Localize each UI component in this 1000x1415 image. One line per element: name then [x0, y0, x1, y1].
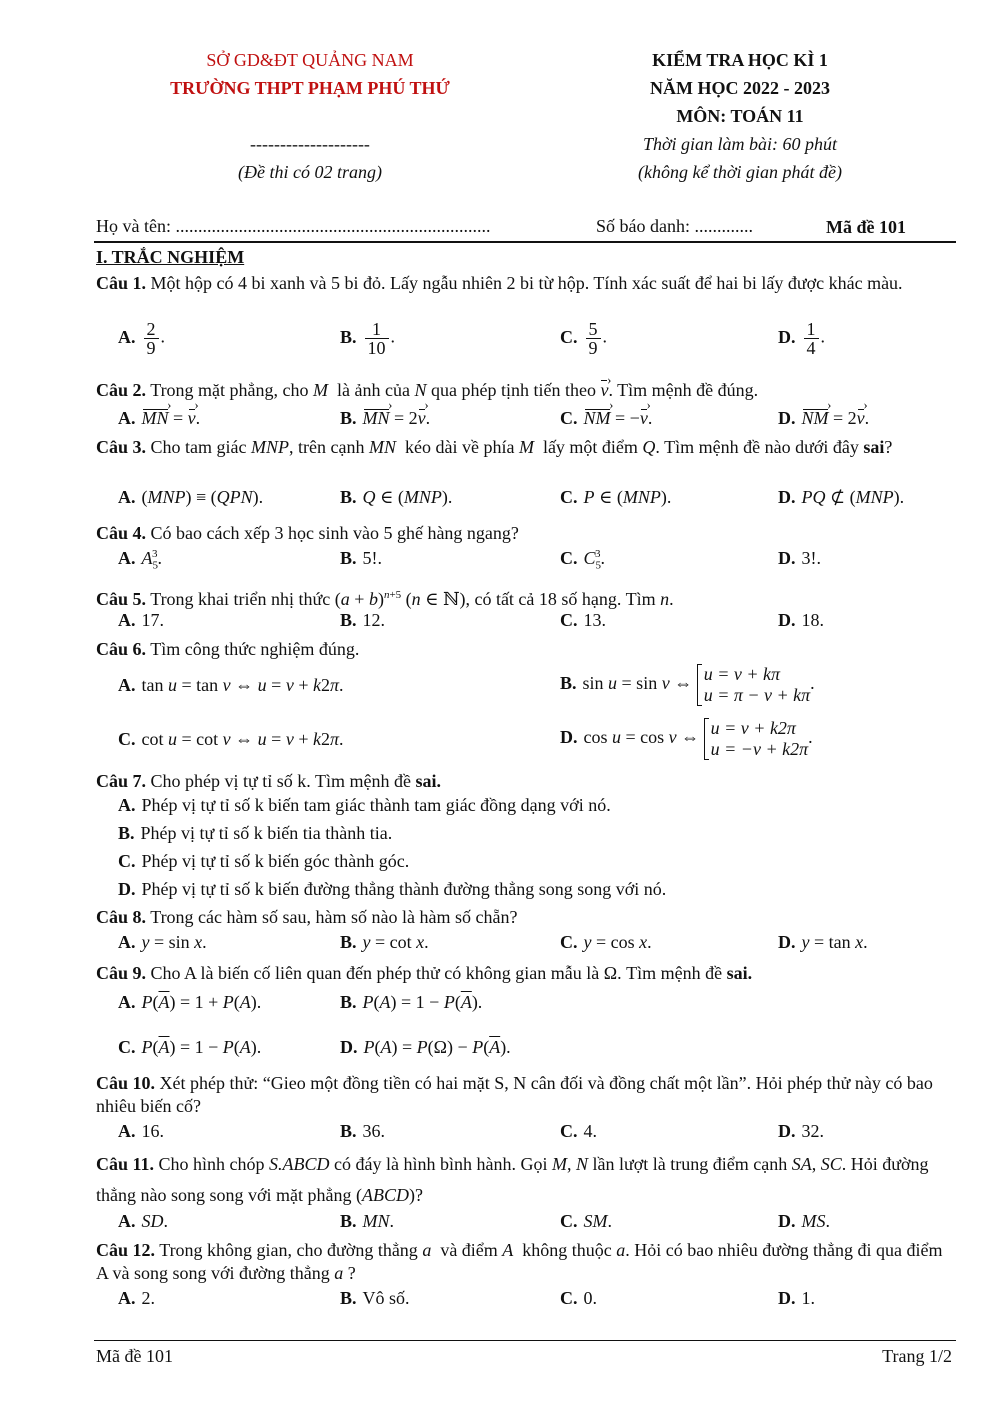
question-8: Câu 8. Trong các hàm số sau, hàm số nào là hàm số chẵn? — [96, 907, 518, 927]
q3-option-d: D. PQ ⊄ (MNP). — [778, 487, 905, 507]
question-4: Câu 4. Có bao cách xếp 3 học sinh vào 5 ghế hàng ngang? — [96, 523, 519, 543]
header-dashes: -------------------- — [250, 134, 370, 154]
question-11: Câu 11. Cho hình chóp S.ABCD có đáy là hình bình hành. Gọi M, N lần lượt là trung điểm cạnh SA, SC. Hỏi đường thẳng nào song song với mặt phẳng (ABCD)? — [96, 1154, 929, 1205]
exam-title: KIỂM TRA HỌC KÌ 1 — [652, 50, 828, 70]
footer-exam-code: Mã đề 101 — [96, 1346, 173, 1366]
subject: MÔN: TOÁN 11 — [676, 106, 804, 126]
student-name-field: Họ và tên: ...................................................................... — [96, 216, 491, 236]
exam-time: Thời gian làm bài: 60 phút — [642, 134, 838, 154]
q7-option-d: D. Phép vị tự tỉ số k biến đường thẳng thành đường thẳng song song với nó. — [118, 879, 667, 899]
q1-option-a: A. $\frac{2}{9}$ . — [118, 319, 165, 358]
q10-option-a: A. 16. — [118, 1121, 164, 1141]
pages-note: (Đề thi có 02 trang) — [238, 162, 382, 182]
q5-option-b: B. 12. — [340, 610, 386, 630]
q5-option-c: C. 13. — [560, 610, 606, 630]
question-1: Câu 1. Một hộp có 4 bi xanh và 5 bi đỏ. Lấy ngẫu nhiên 2 bi từ hộp. Tính xác suất để hai bi lấy được khác màu. — [96, 273, 903, 293]
question-2: Câu 2. Trong mặt phẳng, cho M là ảnh của N qua phép tịnh tiến theo v ›. Tìm mệnh đề đúng. — [96, 379, 956, 402]
q6-option-c: C. cot u = cot v ⇔ u = v + k2π. — [118, 729, 344, 749]
q10-option-d: D. 32. — [778, 1121, 824, 1141]
school-name: TRƯỜNG THPT PHẠM PHÚ THỨ — [170, 78, 450, 98]
section-title: I. TRẮC NGHIỆM — [96, 247, 245, 267]
student-id-field: Số báo danh: ............. — [596, 216, 753, 236]
q2-option-b: B. MN › = 2v ›. — [340, 408, 430, 429]
q7-option-c: C. Phép vị tự tỉ số k biến góc thành góc. — [118, 851, 410, 871]
q12-option-a: A. 2. — [118, 1288, 155, 1308]
q2-option-a: A. MN › = v ›. — [118, 408, 200, 429]
question-10: Câu 10. Xét phép thử: “Gieo một đồng tiền có hai mặt S, N cân đối và đồng chất một lần”. Hỏi phép thử này có bao nhiêu biến cố? — [96, 1073, 933, 1116]
q3-option-c: C. P ∈ (MNP). — [560, 487, 672, 507]
q4-option-c: C. $C_5^3$. — [560, 548, 606, 572]
q11-option-c: C. SM. — [560, 1211, 612, 1231]
school-year: NĂM HỌC 2022 - 2023 — [650, 78, 830, 98]
q9-option-d: D. $P(A) = P(\Omega) - P(\overline{A})$. — [340, 1037, 511, 1057]
q3-option-a: A. (MNP) ≡ (QPN). — [118, 487, 264, 507]
exam-time-note: (không kể thời gian phát đề) — [637, 162, 843, 182]
q12-option-c: C. 0. — [560, 1288, 597, 1308]
q2-option-c: C. NM › = −v ›. — [560, 408, 652, 429]
q8-option-d: D. y = tan x. — [778, 932, 868, 952]
q4-option-a: A. $A_5^3$. — [118, 548, 162, 572]
q6-option-b: B. sin u = sin v ⇔ u = v + kπ u = π − v + kπ . — [560, 664, 815, 705]
question-3: Câu 3. Cho tam giác MNP, trên cạnh MN kéo dài về phía M lấy một điểm Q. Tìm mệnh đề nào dưới đây sai? — [96, 437, 893, 457]
q1-option-c: C. $\frac{5}{9}$ . — [560, 319, 607, 358]
q1-option-b: B. $\frac{1}{10}$ . — [340, 319, 396, 358]
q6-option-a: A. tan u = tan v ⇔ u = v + k2π. — [118, 675, 344, 695]
question-7: Câu 7. Cho phép vị tự tỉ số k. Tìm mệnh đề sai. — [96, 771, 441, 791]
question-6: Câu 6. Tìm công thức nghiệm đúng. — [96, 639, 360, 659]
department-name: SỞ GD&ĐT QUẢNG NAM — [206, 50, 414, 70]
q9-option-c: C. $P(\overline{A}) = 1 - P(A)$. — [118, 1037, 262, 1057]
q10-option-b: B. 36. — [340, 1121, 386, 1141]
q12-option-d: D. 1. — [778, 1288, 815, 1308]
q7-option-b: B. Phép vị tự tỉ số k biến tia thành tia. — [118, 823, 393, 843]
exam-code: Mã đề 101 — [826, 217, 906, 237]
q1-option-d: D. $\frac{1}{4}$ . — [778, 319, 825, 358]
page-number: Trang 1/2 — [882, 1346, 952, 1366]
question-5: Câu 5. Trong khai triển nhị thức $(a + b)^{n+5}$ (n ∈ ℕ), có tất cả 18 số hạng. Tìm n. — [96, 589, 674, 609]
q8-option-c: C. y = cos x. — [560, 932, 652, 952]
q11-option-b: B. MN. — [340, 1211, 395, 1231]
q12-option-b: B. Vô số. — [340, 1288, 410, 1308]
q11-option-d: D. MS. — [778, 1211, 830, 1231]
footer-rule — [94, 1340, 956, 1341]
q8-option-a: A. y = sin x. — [118, 932, 207, 952]
question-12: Câu 12. Trong không gian, cho đường thẳng a và điểm A không thuộc a. Hỏi có bao nhiêu đường thẳng đi qua điểm A và song song với đường thẳng a ? — [96, 1240, 943, 1283]
q10-option-c: C. 4. — [560, 1121, 597, 1141]
q7-option-a: A. Phép vị tự tỉ số k biến tam giác thành tam giác đồng dạng với nó. — [118, 795, 611, 815]
question-9: Câu 9. Cho A là biến cố liên quan đến phép thử có không gian mẫu là Ω. Tìm mệnh đề sai. — [96, 963, 753, 983]
q5-option-d: D. 18. — [778, 610, 824, 630]
q9-option-b: B. $P(A) = 1 - P(\overline{A})$. — [340, 992, 483, 1012]
q5-option-a: A. 17. — [118, 610, 164, 630]
q3-option-b: B. Q ∈ (MNP). — [340, 487, 453, 507]
q11-option-a: A. SD. — [118, 1211, 168, 1231]
q2-option-d: D. NM › = 2v ›. — [778, 408, 869, 429]
q8-option-b: B. y = cot x. — [340, 932, 429, 952]
q4-option-b: B. 5!. — [340, 548, 383, 568]
q6-option-d: D. cos u = cos v ⇔ u = v + k2π u = −v + k2π . — [560, 718, 813, 759]
header-rule — [94, 241, 956, 243]
q9-option-a: A. $P(\overline{A}) = 1 + P(A)$. — [118, 992, 262, 1012]
q4-option-d: D. 3!. — [778, 548, 821, 568]
